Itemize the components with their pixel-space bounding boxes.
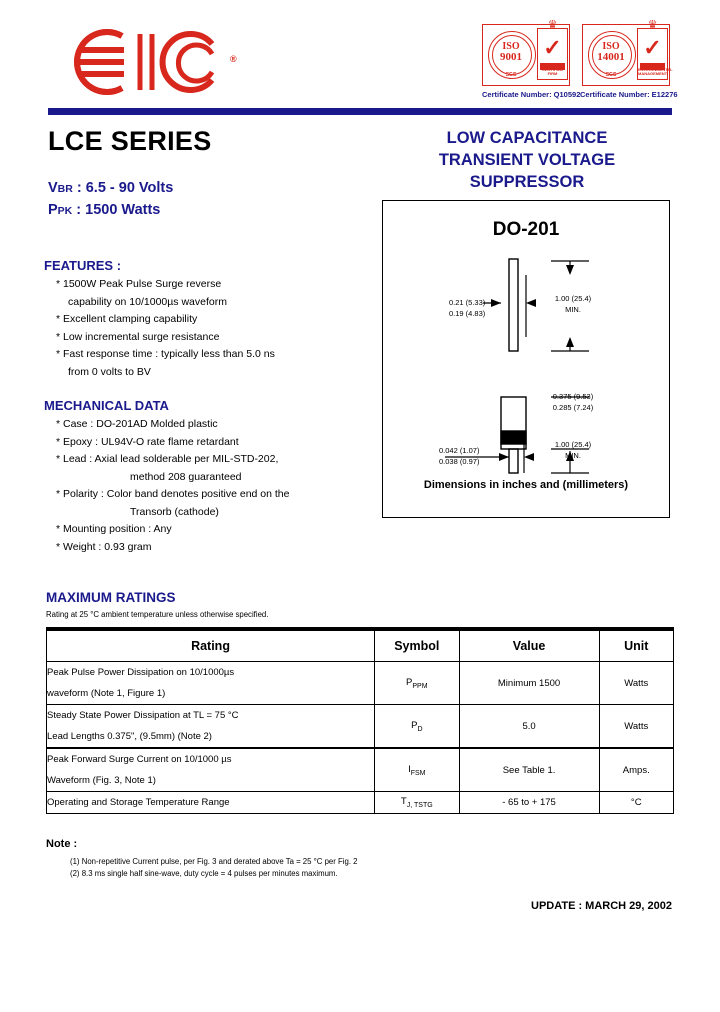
iso-14001-number: 14001 <box>597 51 625 63</box>
top-lead-length: 1.00 (25.4) <box>554 294 592 303</box>
iso-9001-certificate-number: Certificate Number: Q10592 <box>482 90 581 99</box>
product-title-line-2: TRANSIENT VOLTAGE <box>438 150 616 169</box>
rating-unit: Amps. <box>599 748 674 792</box>
list-item: from 0 volts to BV <box>68 365 151 378</box>
rating-value: - 65 to + 175 <box>459 792 599 814</box>
update-date: UPDATE : MARCH 29, 2002 <box>531 900 672 912</box>
maximum-ratings-subheading: Rating at 25 °C ambient temperature unless otherwise specified. <box>46 610 269 619</box>
rating-description <box>47 662 375 705</box>
column-header-rating: Rating <box>47 631 375 662</box>
list-item: * Polarity : Color band denotes positive end on the <box>56 488 290 500</box>
iso-9001-number: 9001 <box>500 51 522 63</box>
header-divider <box>48 108 672 115</box>
rating-value: 5.0 <box>459 705 599 749</box>
ppk-spec <box>48 202 160 218</box>
rating-line-1: Steady State Power Dissipation at TL = 75 °C <box>47 710 239 721</box>
mechanical-data-heading: MECHANICAL DATA <box>44 398 169 413</box>
bottom-lead-length-dimension <box>525 439 621 461</box>
rating-line-1: Peak Forward Surge Current on 10/1000 µs <box>47 754 232 765</box>
product-title-line-3: SUPPRESSOR <box>469 172 585 191</box>
ppk-subscript: PK <box>57 205 73 217</box>
iso-14001-seal-sub: SGS <box>605 72 617 78</box>
ppk-value: : 1500 Watts <box>72 202 161 218</box>
page-title: LCE SERIES <box>48 126 212 156</box>
iso-9001-mark-icon <box>537 19 568 80</box>
column-header-symbol: Symbol <box>375 631 460 662</box>
registered-trademark-icon: ® <box>230 54 237 64</box>
bottom-lead-length-note: MIN. <box>565 451 581 460</box>
rating-symbol: $P_{PPM}$ <box>375 662 460 705</box>
body-length-min: 0.285 (7.24) <box>552 403 594 412</box>
iso-14001-standard: ISO <box>602 41 620 52</box>
body-diameter-max: 0.21 (5.33) <box>449 298 486 307</box>
rating-line-1: Operating and Storage Temperature Range <box>47 797 230 808</box>
ukas-crown-icon: ♛ <box>647 19 658 31</box>
list-item: * Excellent clamping capability <box>56 313 198 325</box>
note-item: (1) Non-repetitive Current pulse, per Fig. 3 and derated above Ta = 25 °C per Fig. 2 <box>70 857 358 866</box>
iso-certifications <box>482 19 678 106</box>
rating-line-1: Peak Pulse Power Dissipation on 10/1000µs <box>47 667 235 678</box>
rating-value: See Table 1. <box>459 748 599 792</box>
rating-symbol: $I_{FSM}$ <box>375 748 460 792</box>
ppk-prefix: P <box>48 202 58 218</box>
list-item: Transorb (cathode) <box>130 505 219 518</box>
list-item: * 1500W Peak Pulse Surge reverse <box>56 278 222 290</box>
rating-description <box>47 792 375 814</box>
notes-heading: Note : <box>46 838 78 850</box>
vbr-value: : 6.5 - 90 Volts <box>72 180 174 196</box>
iso-14001-badge <box>582 19 673 86</box>
iso-14001-mark-icon <box>637 19 673 80</box>
maximum-ratings-heading: MAXIMUM RATINGS <box>46 590 176 605</box>
top-lead-length-dimension <box>525 293 621 315</box>
notes-list <box>70 856 358 880</box>
wire-diameter-max: 0.042 (1.07) <box>439 446 480 455</box>
table-row <box>47 705 674 749</box>
crown-icon: ♛ <box>547 19 558 31</box>
rating-line-2: waveform (Note 1, Figure 1) <box>47 688 166 699</box>
bottom-lead-length: 1.00 (25.4) <box>554 440 592 449</box>
table-row <box>47 792 674 814</box>
list-item: capability on 10/1000µs waveform <box>68 295 227 308</box>
iso-9001-seal-icon <box>486 28 536 80</box>
table-row <box>47 748 674 792</box>
rating-unit: Watts <box>599 662 674 705</box>
iso-14001-mark-caption: U K A S ENVIRONMENTAL MANAGEMENT <box>638 62 673 77</box>
top-lead-length-note: MIN. <box>565 305 581 314</box>
wire-diameter-min: 0.038 (0.97) <box>439 457 480 466</box>
body-length-dimension <box>525 391 621 413</box>
vbr-spec <box>48 180 173 196</box>
checkmark-icon: ✓ <box>643 35 662 60</box>
eic-logo-mark <box>62 26 242 98</box>
rating-line-2: Waveform (Fig. 3, Note 1) <box>47 775 156 786</box>
iso-14001-certificate-number: Certificate Number: E12276 <box>580 90 678 99</box>
body-diameter-min: 0.19 (4.83) <box>449 309 486 318</box>
iso-9001-seal-sub: SGS <box>505 72 517 78</box>
features-heading: FEATURES : <box>44 258 122 273</box>
list-item: * Mounting position : Any <box>56 523 172 535</box>
package-caption: Dimensions in inches and (millimeters) <box>423 479 629 491</box>
table-row <box>47 662 674 705</box>
vbr-subscript: BR <box>57 183 73 195</box>
list-item: method 208 guaranteed <box>130 470 242 483</box>
column-header-value: Value <box>459 631 599 662</box>
rating-description <box>47 748 375 792</box>
features-list <box>56 276 356 381</box>
rating-unit: Watts <box>599 705 674 749</box>
list-item: * Low incremental surge resistance <box>56 330 220 343</box>
rating-line-2: Lead Lengths 0.375", (9.5mm) (Note 2) <box>47 731 212 742</box>
checkmark-icon: ✓ <box>543 35 562 60</box>
product-title-line-1: LOW CAPACITANCE <box>446 129 608 147</box>
vbr-prefix: V <box>48 180 58 196</box>
note-item: (2) 8.3 ms single half sine-wave, duty cycle = 4 pulses per minutes maximum. <box>70 869 338 878</box>
rating-symbol: $T_{J, TSTG}$ <box>375 792 460 814</box>
eic-logo <box>62 26 242 98</box>
table-header-row <box>47 631 674 662</box>
list-item: * Weight : 0.93 gram <box>56 540 152 553</box>
list-item: * Case : DO-201AD Molded plastic <box>56 418 218 430</box>
list-item: * Epoxy : UL94V-O rate flame retardant <box>56 435 239 448</box>
rating-value: Minimum 1500 <box>459 662 599 705</box>
list-item: * Fast response time : typically less than 5.0 ns <box>56 348 275 360</box>
iso-9001-mark-caption: NQA CERTIFIED FIRM <box>541 62 564 77</box>
rating-description <box>47 705 375 749</box>
body-diameter-dimension <box>449 297 485 319</box>
product-title <box>382 128 672 193</box>
rating-unit: °C <box>599 792 674 814</box>
package-outline-drawing <box>382 200 670 518</box>
package-title: DO-201 <box>492 219 560 240</box>
rating-symbol: $P_D$ <box>375 705 460 749</box>
iso-14001-seal-icon <box>586 28 636 80</box>
maximum-ratings-table <box>46 630 674 814</box>
mechanical-data-list <box>56 416 366 556</box>
iso-9001-badge <box>482 19 570 86</box>
list-item: * Lead : Axial lead solderable per MIL-STD-202, <box>56 453 279 465</box>
wire-diameter-dimension <box>439 445 479 467</box>
iso-9001-standard: ISO <box>502 41 520 52</box>
body-length-max: 0.375 (9.53) <box>552 392 594 401</box>
column-header-unit: Unit <box>599 631 674 662</box>
